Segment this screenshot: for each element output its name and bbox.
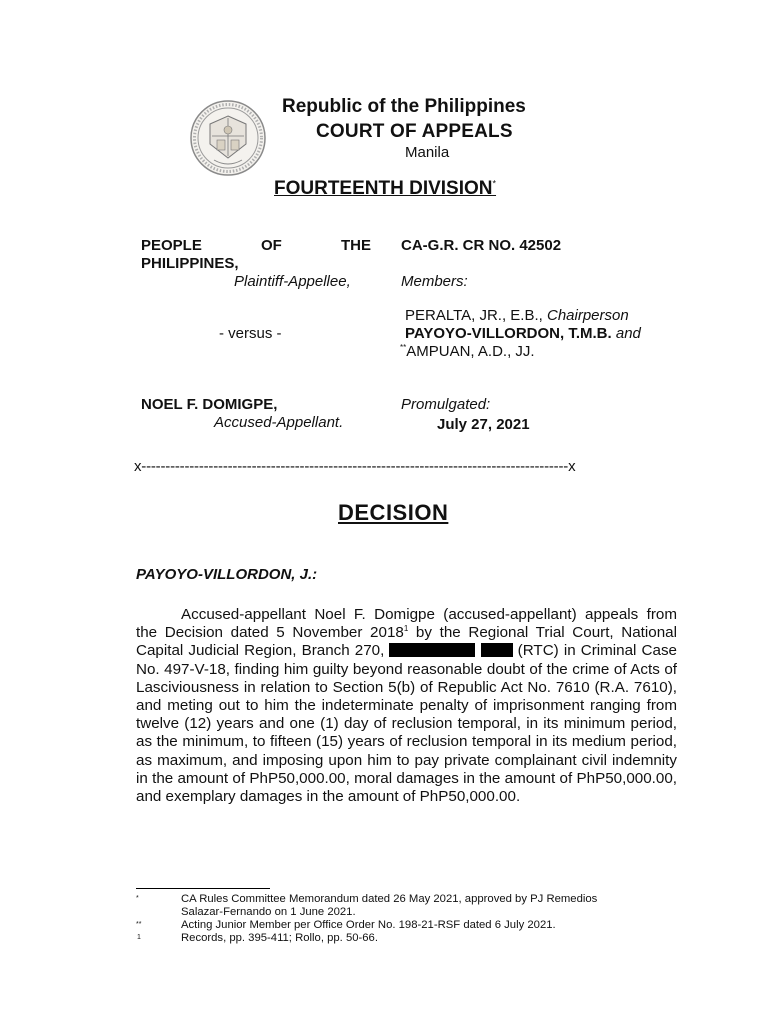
decision-title: DECISION: [338, 500, 449, 525]
accused-role: Accused-Appellant.: [214, 414, 344, 431]
paragraph-text: Accused-appellant Noel F. Domigpe (accused-appellant) appeals from the Decision dated 5 November 2018: [136, 606, 677, 642]
plaintiff-name-line1: [141, 237, 371, 254]
redaction-bar: [389, 643, 475, 657]
versus-label: - versus -: [219, 325, 282, 342]
footnote-text: CA Rules Committee Memorandum dated 26 May 2021, approved by PJ Remedios: [181, 893, 598, 905]
promulgated-label: Promulgated:: [401, 396, 491, 413]
redaction-bar: [481, 643, 513, 657]
paragraph-text: by the Regional Trial Court, National Capital Judicial Region, Branch 270,: [136, 624, 677, 660]
court-heading: COURT OF APPEALS: [316, 121, 513, 142]
plaintiff-word: OF: [261, 237, 282, 254]
paragraph-text: (RTC) in Criminal Case No. 497-V-18, finding him guilty beyond reasonable doubt of the crime of Acts of Lasciviousness in relation to Section 5(b) of Republic Act No. 7610 (R.A. 7610), and meting out to him the indeterminate penalty of imprisonment ranging from twelve (12) years and one (1) day of reclusion temporal, in its minimum period, as the minimum, to fifteen (15) years of reclusion temporal in its medium period, as maximum, and imposing upon him to pay private complainant civil indemnity in the amount of PhP50,000.00, moral damages in the amount of PhP50,000.00, and exemplary damages in the amount of PhP50,000.00.: [136, 642, 677, 806]
footnote-text: Salazar-Fernando on 1 June 2021.: [181, 906, 356, 918]
member-ponente: [405, 325, 641, 342]
member2-suffix: and: [611, 325, 641, 342]
member1-role: Chairperson: [546, 307, 629, 324]
member2-name: PAYOYO-VILLORDON, T.M.B.: [405, 325, 612, 342]
footnote-mark: *: [136, 895, 139, 902]
division-heading: [274, 178, 496, 200]
footnote-one: [136, 932, 676, 945]
republic-heading: Republic of the Philippines: [282, 96, 526, 117]
accused-name: NOEL F. DOMIGPE,: [141, 396, 278, 413]
plaintiff-word: THE: [340, 237, 371, 254]
member-third: [400, 343, 535, 360]
division-name: FOURTEENTH DIVISION: [274, 178, 493, 199]
division-footnote-mark: *: [492, 178, 497, 189]
plaintiff-word: PEOPLE: [141, 237, 202, 254]
ponente-line: PAYOYO-VILLORDON, J.:: [136, 566, 318, 583]
footnote-divider: [136, 888, 270, 889]
court-seal-icon: [190, 100, 266, 176]
footnote-text: Records, pp. 395-411; Rollo, pp. 50-66.: [181, 932, 378, 944]
decision-paragraph: [136, 606, 677, 806]
member3-name: AMPUAN, A.D., JJ.: [406, 343, 535, 360]
footnote-text: Acting Junior Member per Office Order No. 198-21-RSF dated 6 July 2021.: [181, 919, 556, 931]
member3-mark: **: [400, 343, 407, 352]
footnote-star: [136, 893, 676, 919]
plaintiff-name-line2: PHILIPPINES,: [141, 255, 239, 272]
city-heading: Manila: [405, 144, 450, 161]
case-number: CA-G.R. CR NO. 42502: [401, 237, 562, 254]
member1-name: PERALTA, JR., E.B.,: [405, 307, 547, 324]
caption-separator: x-----------------------------------------------------------------------------------------x: [134, 458, 576, 475]
footnote-mark: 1: [137, 934, 141, 941]
members-label: Members:: [401, 273, 468, 290]
promulgated-date: July 27, 2021: [437, 416, 530, 433]
footnote-reference: 1: [403, 624, 409, 634]
footnote-double-star: [136, 919, 676, 932]
plaintiff-role: Plaintiff-Appellee,: [234, 273, 351, 290]
footnote-mark: **: [136, 921, 142, 928]
member-chairperson: [405, 307, 629, 324]
